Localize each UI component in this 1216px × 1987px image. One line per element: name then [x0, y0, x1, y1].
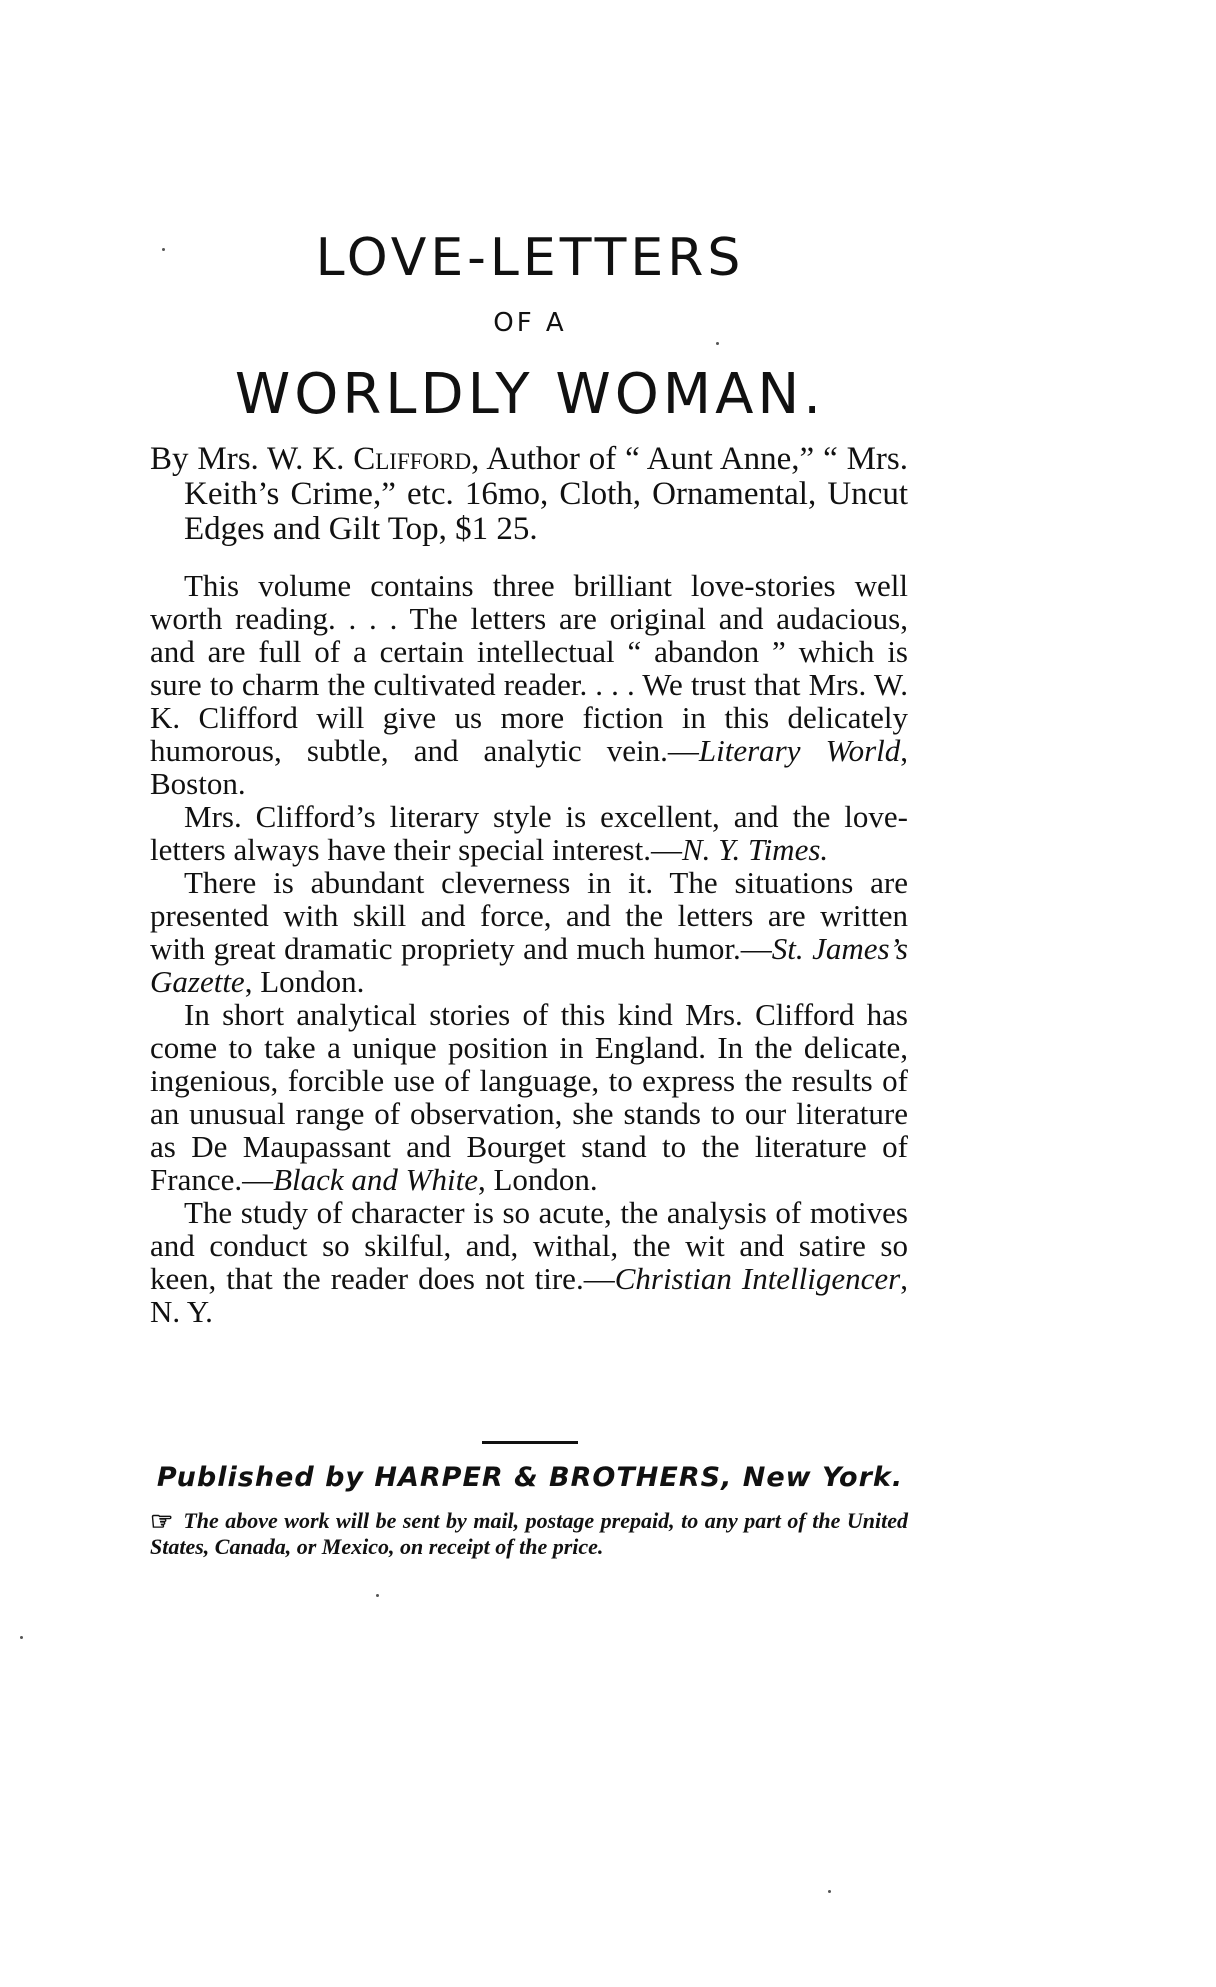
byline: [150, 442, 908, 547]
review-place: , N. Y.: [150, 1261, 908, 1329]
review-source: Christian Intelligencer: [614, 1261, 901, 1296]
review-source: Literary World: [698, 733, 901, 768]
scan-speck: [828, 1890, 831, 1893]
review-source: St. James’s Gazette: [150, 931, 908, 999]
title-worldly-woman: WORLDLY WOMAN.: [234, 362, 826, 427]
divider-rule: [482, 1441, 578, 1444]
byline-prefix: By Mrs. W. K.: [150, 441, 354, 477]
review-christian-intelligencer: [150, 1196, 908, 1328]
scan-speck: [716, 342, 719, 345]
review-text: Mrs. Clifford’s literary style is excellent, and the love-letters always have their special interest.—: [150, 799, 908, 867]
review-text: This volume contains three brilliant love-stories well worth reading. . . . The letters are original and audacious, and are full of a certain intellectual “ abandon ” which is sure to charm the cultivated reader. . . . We trust that Mrs. W. K. Clifford will give us more fiction in this delicately humorous, subtle, and analytic vein.—: [150, 568, 908, 768]
review-text: There is abundant cleverness in it. The situations are presented with skill and force, and the letters are written with great dramatic propriety and much humor.—: [150, 865, 908, 966]
review-source: N. Y. Times.: [681, 832, 829, 867]
scan-speck: [20, 1636, 23, 1639]
review-st-jamess-gazette: [150, 866, 908, 998]
review-text: The study of character is so acute, the analysis of motives and conduct so skilful, and, withal, the wit and satire so keen, that the reader does not tire.—: [150, 1195, 908, 1296]
review-black-and-white: [150, 998, 908, 1196]
byline-author: Clifford: [353, 441, 472, 477]
title-of-a: OF A: [493, 308, 567, 338]
review-place: , Boston.: [150, 733, 908, 801]
advertisement-body: [150, 442, 908, 1328]
review-place: , London.: [244, 964, 365, 999]
review-text: In short analytical stories of this kind Mrs. Clifford has come to take a unique position in England. In the delicate, ingenious, forcible use of language, to express the results of an unusual range of observation, she stands to our literature as De Maupassant and Bourget stand to the literature of France.—: [150, 997, 908, 1197]
byline-rest: , Author of “ Aunt Anne,” “ Mrs. Keith’s Crime,” etc. 16mo, Cloth, Ornamental, Uncut Edges and Gilt Top, $1 25.: [184, 441, 908, 547]
review-source: Black and White: [273, 1162, 478, 1197]
review-literary-world: [150, 569, 908, 800]
title-love-letters: LOVE-LETTERS: [315, 228, 745, 288]
scan-speck: [162, 248, 165, 251]
publisher-line: Published by HARPER & BROTHERS, New York.: [156, 1462, 904, 1493]
pointing-hand-icon: ☞: [150, 1507, 174, 1536]
mail-notice-text: The above work will be sent by mail, postage prepaid, to any part of the United States, Canada, or Mexico, on receipt of the price.: [150, 1508, 908, 1559]
review-place: , London.: [477, 1162, 598, 1197]
review-ny-times: [150, 800, 908, 866]
scan-speck: [376, 1594, 379, 1597]
mail-notice: [150, 1508, 908, 1559]
